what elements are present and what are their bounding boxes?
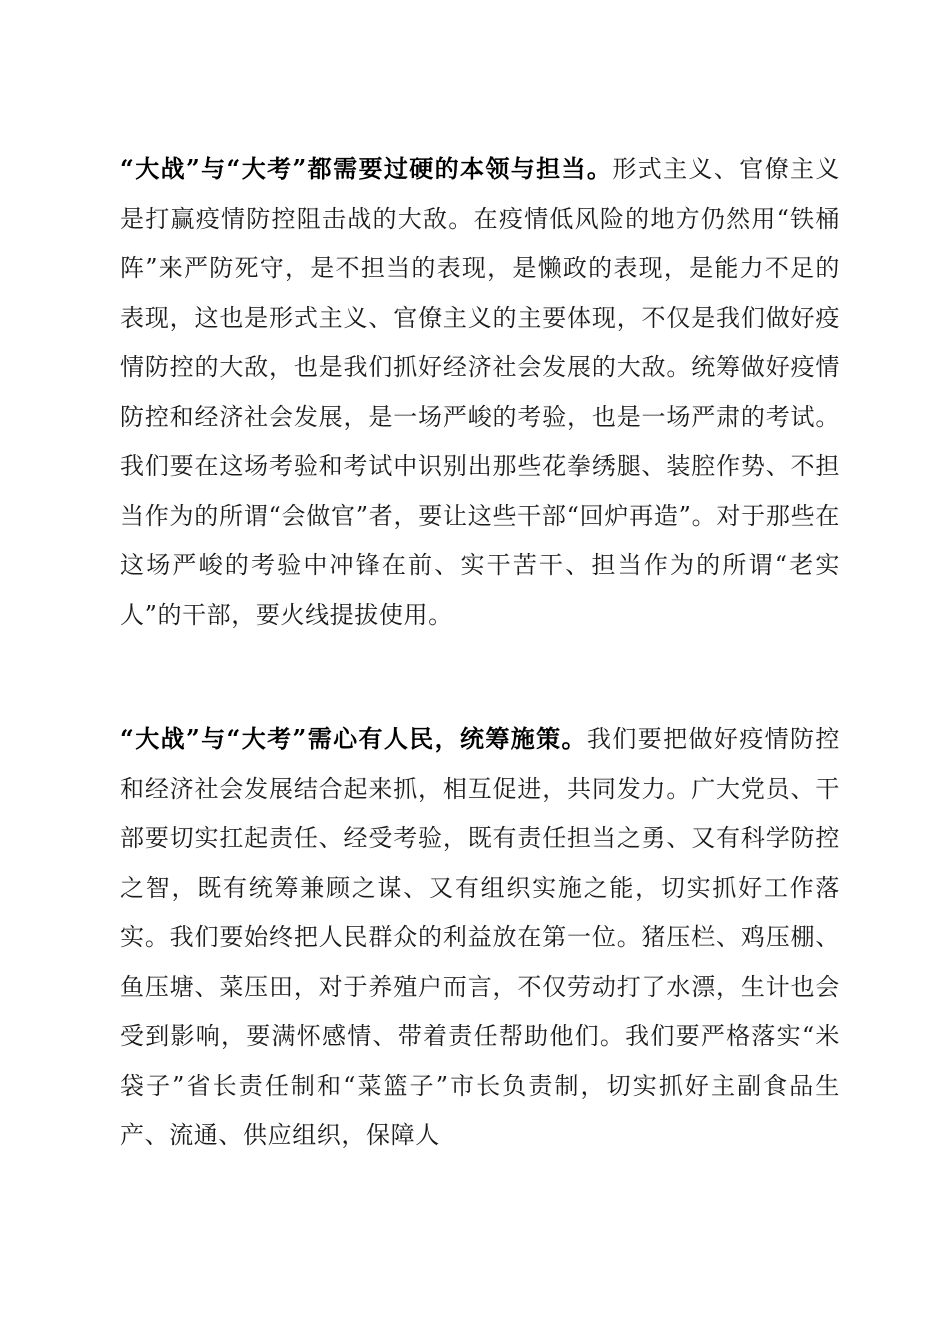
paragraph-1 bbox=[120, 144, 840, 640]
paragraph-2 bbox=[120, 714, 840, 1161]
paragraph-2-lead: “大战”与“大考”需心有人民，统筹施策。 bbox=[120, 724, 587, 753]
paragraph-2-body: 我们要把做好疫情防控和经济社会发展结合起来抓，相互促进，共同发力。广大党员、干部要切实扛起责任、经受考验，既有责任担当之勇、又有科学防控之智，既有统筹兼顾之谋、又有组织实施之能，切实抓好工作落实。我们要始终把人民群众的利益放在第一位。猪压栏、鸡压棚、鱼压塘、菜压田，对于养殖户而言，不仅劳动打了水漂，生计也会受到影响，要满怀感情、带着责任帮助他们。我们要严格落实“米袋子”省长责任制和“菜篮子”市长负责制，切实抓好主副食品生产、流通、供应组织，保障人 bbox=[120, 725, 841, 1149]
paragraph-1-lead: “大战”与“大考”都需要过硬的本领与担当。 bbox=[120, 154, 613, 183]
paragraph-1-body: 形式主义、官僚主义是打赢疫情防控阻击战的大敌。在疫情低风险的地方仍然用“铁桶阵”来严防死守，是不担当的表现，是懒政的表现，是能力不足的表现，这也是形式主义、官僚主义的主要体现，不仅是我们做好疫情防控的大敌，也是我们抓好经济社会发展的大敌。统筹做好疫情防控和经济社会发展，是一场严峻的考验，也是一场严肃的考试。我们要在这场考验和考试中识别出那些花拳绣腿、装腔作势、不担当作为的所谓“会做官”者，要让这些干部“回炉再造”。对于那些在这场严峻的考验中冲锋在前、实干苦干、担当作为的所谓“老实人”的干部，要火线提拔使用。 bbox=[120, 155, 840, 629]
